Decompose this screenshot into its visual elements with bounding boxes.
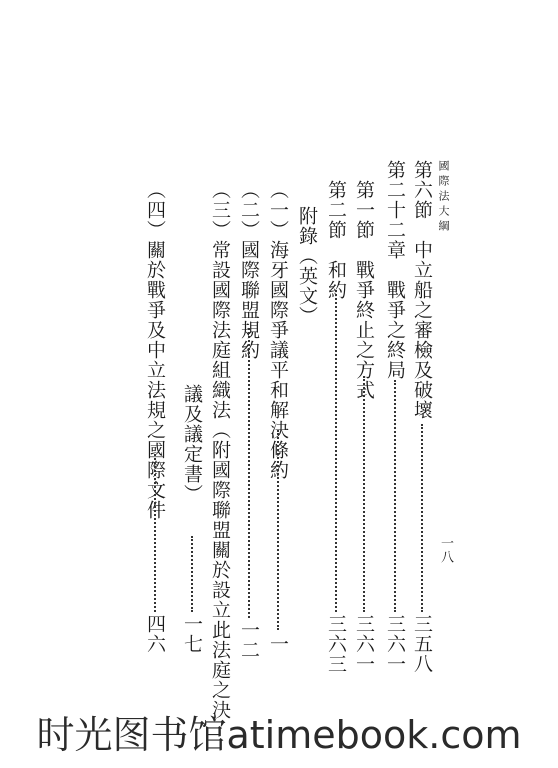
leader-dots — [363, 376, 365, 612]
toc-entry-page: 一二 — [238, 620, 260, 660]
toc-entry-label: 第二十二章 戰爭之終局 — [384, 160, 406, 380]
toc-entry-label: 第二節 和約 — [325, 180, 347, 300]
leader-dots — [248, 328, 250, 618]
leader-dots — [394, 380, 396, 612]
toc-entry-page: 四六 — [144, 614, 166, 654]
toc-entry-page: 一七 — [181, 614, 203, 654]
toc-entry-page: 三六三 — [325, 614, 347, 674]
toc-entry-label: 第六節 中立船之審檢及破壞 — [411, 160, 433, 420]
toc-entry-page: 一 — [267, 634, 289, 654]
toc-entry-label: 附錄（英文） — [296, 206, 318, 326]
watermark-text: 时光图书馆atimebook.com — [36, 712, 522, 757]
leader-dots — [335, 290, 337, 612]
toc-entry-page: 三六一 — [353, 614, 375, 674]
leader-dots — [154, 454, 156, 612]
toc-entry-page: 三五八 — [411, 614, 433, 674]
toc-entry-label: （二）國際聯盟規約 — [238, 180, 260, 360]
leader-dots — [277, 430, 279, 630]
toc-entry-label: 第一節 戰爭終止之方式 — [353, 180, 375, 400]
toc-entry-page: 三六一 — [384, 614, 406, 674]
toc-entry-label: （四）關於戰爭及中立法規之國際文件 — [144, 180, 166, 520]
toc-entry-label: （三）常設國際法庭組織法（附國際聯盟關於設立此法庭之決 — [209, 180, 231, 720]
toc-entry-label: 議及議定書） — [181, 384, 203, 504]
leader-dots — [421, 424, 423, 612]
leader-dots — [191, 536, 193, 612]
toc-entry-label: （一）海牙國際爭議平和解決條約 — [267, 180, 289, 480]
running-head: 國際法大綱 — [437, 160, 450, 235]
folio-page-number: 一八 — [438, 536, 453, 564]
